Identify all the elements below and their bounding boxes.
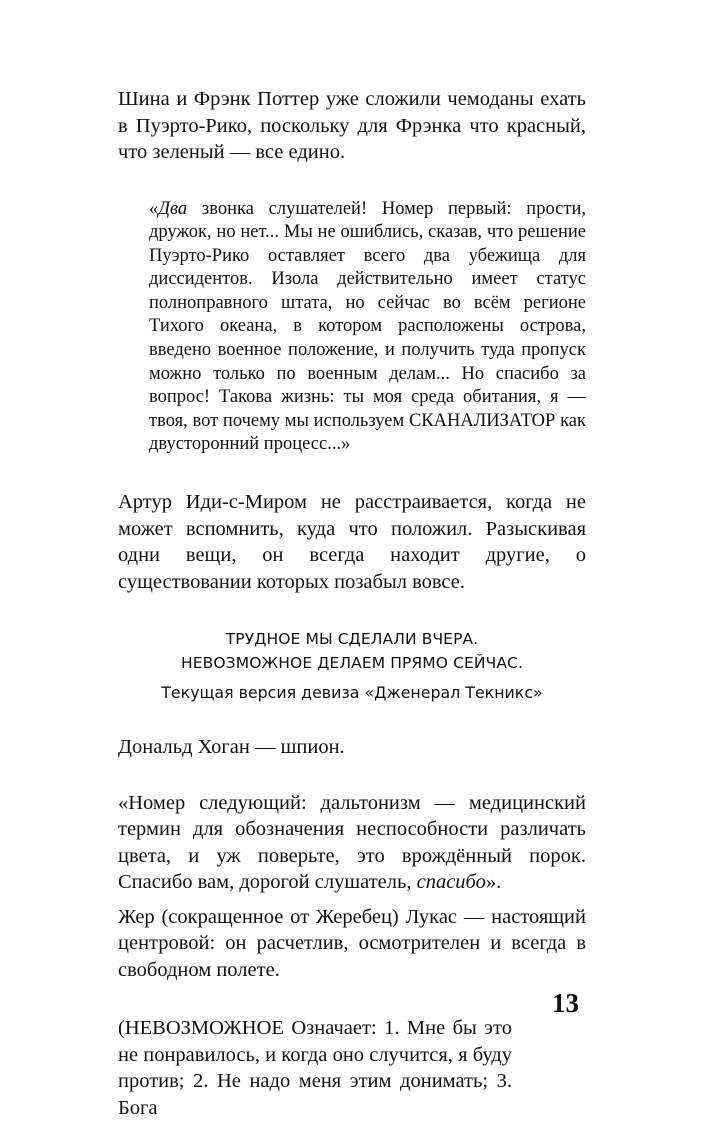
paragraph-potter: Шина и Фрэнк Поттер уже сложили чемоданы ехать в Пуэрто-Рико, поскольку для Фрэнка что красный, что зеленый — все едино. [118, 88, 586, 163]
paragraph-lucas: Жер (сокращенное от Жеребец) Лукас — настоящий центровой: он расчетлив, осмотрителен и всегда в свободном полете. [118, 905, 586, 981]
spacer [118, 896, 586, 904]
motto-line-2: НЕВОЗМОЖНОЕ ДЕЛАЕМ ПРЯМО СЕЙЧАС. [181, 654, 523, 673]
quote-emphasis: Два [158, 198, 188, 219]
spacer [118, 761, 586, 790]
paragraph-hogan: Дональд Хоган — шпион. [118, 736, 345, 759]
colorblind-emphasis: спасибо [416, 871, 486, 894]
colorblind-end: ». [485, 871, 502, 894]
paragraph-colorblind [118, 790, 586, 896]
paragraph-impossible: (НЕВОЗМОЖНОЕ Означает: 1. Мне бы это не понравилось, и когда оно случится, я буду против; 2. Не надо меня этим донимать; 3. Бога [118, 1017, 512, 1119]
spacer [118, 166, 586, 198]
quote-text: звонка слушателей! Номер первый: прости, дружок, но нет... Мы не ошиблись, сказав, что решение Пуэрто-Рико оставляет всего два убежища для диссидентов. Изола действительно имеет статус полноправного штата, но сейчас во всём регионе Тихого океана, в котором расположены острова, введено военное положение, и получить туда пропуск можно только по военным делам... Но спасибо за вопрос! Такова жизнь: ты моя среда обитания, я — твоя, вот почему мы используем СКАНАЛИЗАТОР как двусторонний процесс...» [149, 198, 586, 455]
quote-open: « [149, 198, 159, 219]
radio-quote-1 [149, 198, 586, 458]
page-number: 13 [552, 988, 579, 1018]
spacer [118, 705, 586, 734]
spacer [118, 457, 586, 489]
colorblind-text: «Номер следующий: дальтонизм — медицинский термин для обозначения неспособности различать цвета, и уж поверьте, это врождённый порок. Спасибо вам, дорогой слушатель, [118, 791, 586, 894]
motto-line-1: ТРУДНОЕ МЫ СДЕЛАЛИ ВЧЕРА. [225, 630, 479, 649]
page-body [118, 86, 586, 1121]
paragraph-arthur: Артур Иди-с-Миром не расстраивается, когда не может вспомнить, куда что положил. Разыскивая одни вещи, он всегда находит другие, о существовании которых позабыл вовсе. [118, 491, 586, 593]
motto-attribution: Текущая версия девиза «Дженерал Текникс» [161, 683, 543, 703]
spacer [118, 983, 586, 1015]
spacer [118, 595, 586, 627]
